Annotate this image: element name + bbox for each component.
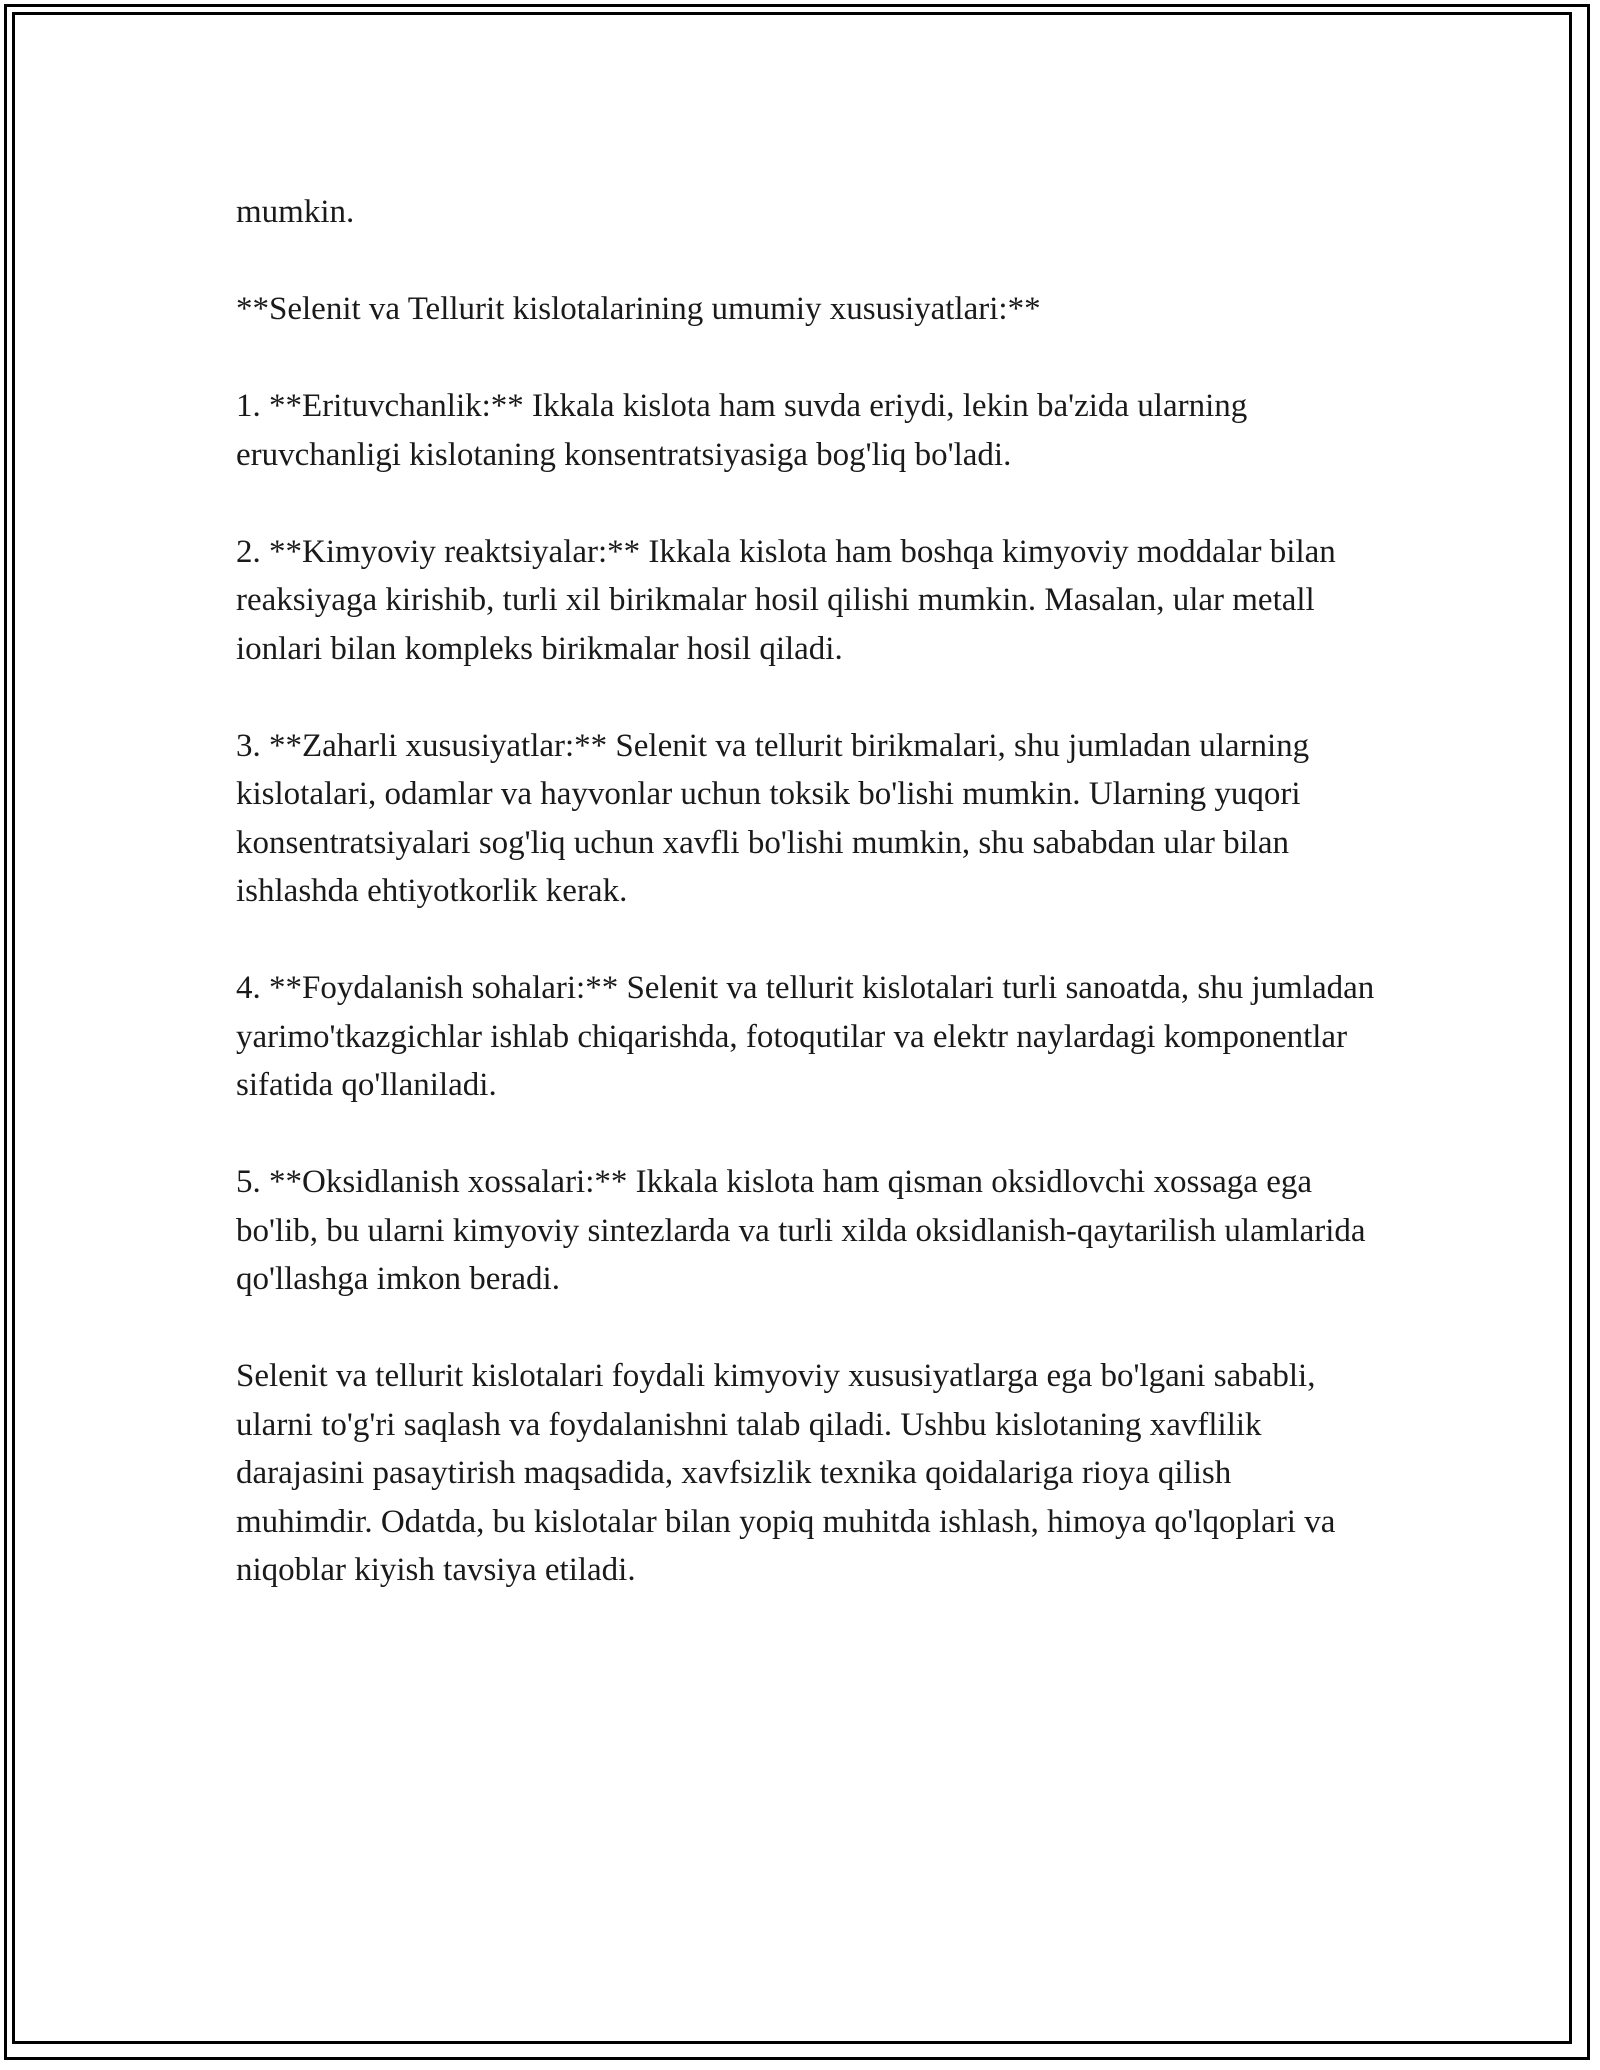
section-heading: **Selenit va Tellurit kislotalarining umumiy xususiyatlari:** <box>236 291 1041 327</box>
list-item-1: 1. **Erituvchanlik:** Ikkala kislota ham suvda eriydi, lekin ba'zida ularning eruvchanligi kislotaning konsentratsiyasiga bog'liq bo'ladi. <box>236 388 1248 473</box>
list-item-5: 5. **Oksidlanish xossalari:** Ikkala kislota ham qisman oksidlovchi xossaga ega bo'lib, bu ularni kimyoviy sintezlarda va turli xilda oksidlanish-qaytarilish ulamlarida qo'llashga imkon beradi. <box>236 1164 1366 1297</box>
list-item-4: 4. **Foydalanish sohalari:** Selenit va tellurit kislotalari turli sanoatda, shu jumladan yarimo'tkazgichlar ishlab chiqarishda, fotoqutilar va elektr naylardagi komponentlar sifatida qo'llaniladi. <box>236 970 1375 1103</box>
closing-paragraph: Selenit va tellurit kislotalari foydali kimyoviy xususiyatlarga ega bo'lgani sababli, ularni to'g'ri saqlash va foydalanishni talab qiladi. Ushbu kislotaning xavflilik darajasini pasaytirish maqsadida, xavfsizlik texnika qoidalariga rioya qilish muhimdir. Odatda, bu kislotalar bilan yopiq muhitda ishlash, himoya qo'lqoplari va niqoblar kiyish tavsiya etiladi. <box>236 1358 1336 1588</box>
document-body <box>236 188 1376 1643</box>
list-item-3: 3. **Zaharli xususiyatlar:** Selenit va tellurit birikmalari, shu jumladan ularning kislotalari, odamlar va hayvonlar uchun toksik bo'lishi mumkin. Ularning yuqori konsentratsiyalari sog'liq uchun xavfli bo'lishi mumkin, shu sababdan ular bilan ishlashda ehtiyotkorlik kerak. <box>236 727 1310 909</box>
paragraph-continuation: mumkin. <box>236 194 355 230</box>
list-item-2: 2. **Kimyoviy reaktsiyalar:** Ikkala kislota ham boshqa kimyoviy moddalar bilan reaksiyaga kirishib, turli xil birikmalar hosil qilishi mumkin. Masalan, ular metall ionlari bilan kompleks birikmalar hosil qiladi. <box>236 533 1336 667</box>
